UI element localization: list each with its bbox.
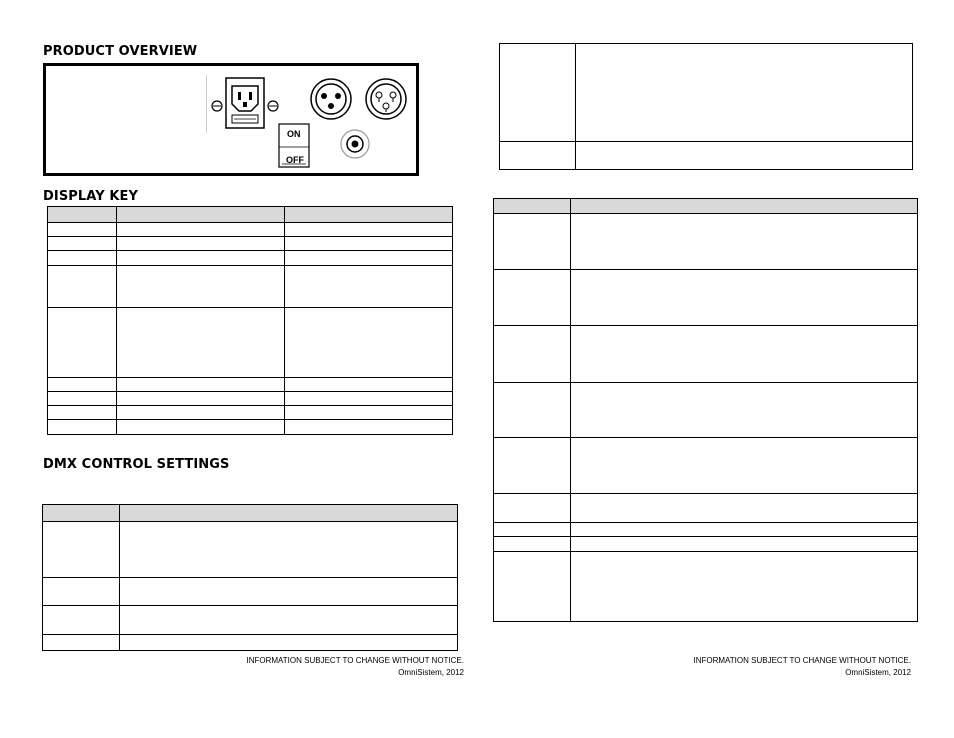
table-row (494, 270, 918, 326)
table-row (494, 326, 918, 383)
footer-copyright: OmniSistem, 2012 (845, 668, 911, 677)
xlr-input-icon (311, 79, 351, 119)
table-row (48, 266, 453, 308)
table-row (43, 606, 458, 635)
screw-icon-left (212, 101, 222, 111)
table-row (500, 142, 913, 170)
table-header-row (48, 207, 453, 223)
table-row (494, 552, 918, 622)
table-row (494, 438, 918, 494)
dmx-settings-table (42, 504, 458, 651)
table-header-row (43, 505, 458, 522)
right-footer (694, 655, 912, 679)
fuse-holder-icon (341, 130, 369, 158)
table-row (48, 420, 453, 435)
xlr-output-icon (366, 79, 406, 119)
table-row (494, 537, 918, 552)
footer-notice: INFORMATION SUBJECT TO CHANGE WITHOUT NOTICE. (246, 656, 464, 665)
right-top-table (499, 43, 913, 170)
right-settings-table (493, 198, 918, 622)
rear-panel-drawing (46, 66, 416, 173)
dmx-control-heading: DMX CONTROL SETTINGS (43, 457, 230, 472)
screw-icon-right (268, 101, 278, 111)
table-row (43, 578, 458, 606)
left-footer (247, 655, 465, 679)
table-header-row (494, 199, 918, 214)
power-inlet-icon (226, 78, 264, 128)
display-key-table (47, 206, 453, 435)
product-overview-heading: PRODUCT OVERVIEW (43, 44, 198, 59)
display-key-heading: DISPLAY KEY (43, 189, 139, 204)
table-row (48, 223, 453, 237)
table-row (48, 378, 453, 392)
table-row (48, 308, 453, 378)
switch-off-label: OFF (286, 155, 304, 165)
table-row (494, 214, 918, 270)
table-row (494, 494, 918, 523)
footer-copyright: OmniSistem, 2012 (398, 668, 464, 677)
table-row (48, 406, 453, 420)
footer-notice: INFORMATION SUBJECT TO CHANGE WITHOUT NOTICE. (693, 656, 911, 665)
table-row (48, 392, 453, 406)
rear-panel-illustration (43, 63, 419, 176)
table-row (500, 44, 913, 142)
table-row (48, 237, 453, 251)
table-row (494, 383, 918, 438)
table-row (43, 522, 458, 578)
table-row (43, 635, 458, 651)
switch-on-label: ON (287, 129, 301, 139)
table-row (494, 523, 918, 537)
table-row (48, 251, 453, 266)
